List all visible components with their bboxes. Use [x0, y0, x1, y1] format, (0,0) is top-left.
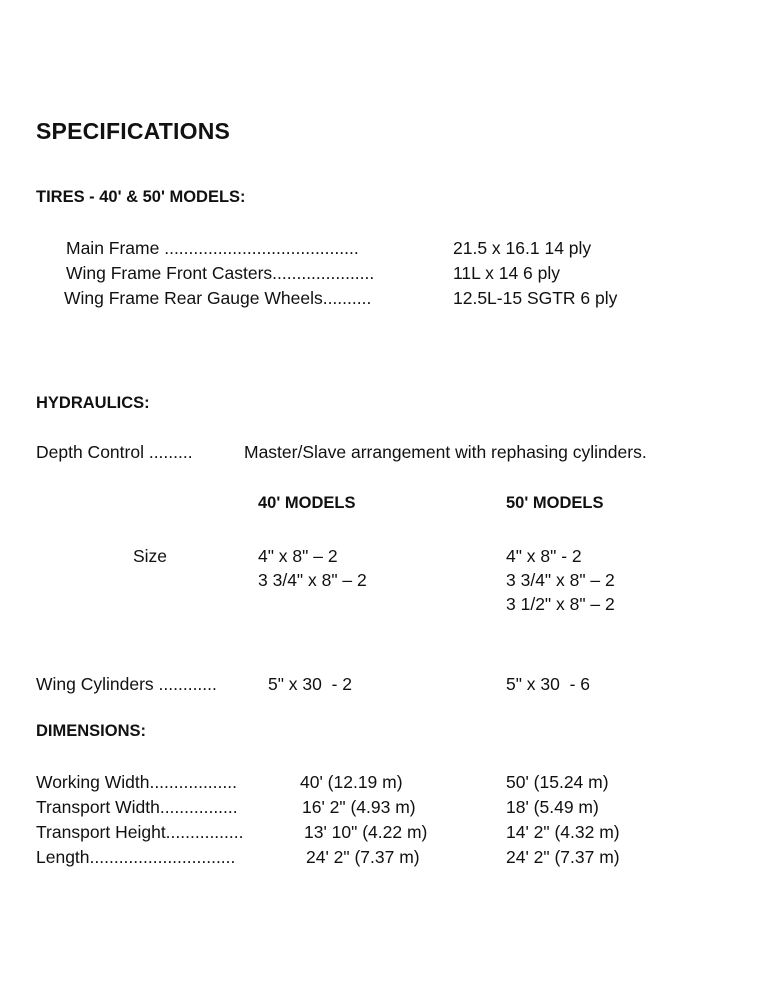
size-50-line: 3 1/2" x 8" – 2 — [506, 594, 615, 614]
dimension-label-transport-height: Transport Height................ — [36, 822, 244, 842]
dimension-label-transport-width: Transport Width................ — [36, 797, 238, 817]
depth-control-label: Depth Control ......... — [36, 442, 193, 462]
dimension-50-working-width: 50' (15.24 m) — [506, 772, 609, 792]
dimension-40-length: 24' 2" (7.37 m) — [306, 847, 420, 867]
dimension-50-length: 24' 2" (7.37 m) — [506, 847, 620, 867]
tire-value-main-frame: 21.5 x 16.1 14 ply — [453, 238, 592, 258]
dimensions-heading: DIMENSIONS: — [36, 722, 147, 740]
page-title: SPECIFICATIONS — [36, 118, 231, 144]
tire-label-main-frame: Main Frame ........................................ — [66, 238, 359, 258]
dimension-40-transport-width: 16' 2" (4.93 m) — [302, 797, 416, 817]
size-50-line: 4" x 8" - 2 — [506, 546, 582, 566]
size-label: Size — [133, 546, 168, 566]
dimension-50-transport-height: 14' 2" (4.32 m) — [506, 822, 620, 842]
column-header-40: 40' MODELS — [258, 494, 356, 512]
size-40-line: 3 3/4" x 8" – 2 — [258, 570, 367, 590]
dimension-40-transport-height: 13' 10" (4.22 m) — [304, 822, 428, 842]
depth-control-value: Master/Slave arrangement with rephasing cylinders. — [244, 442, 647, 462]
tire-value-front-casters: 11L x 14 6 ply — [453, 263, 561, 283]
tire-value-rear-gauge-wheels: 12.5L-15 SGTR 6 ply — [453, 288, 618, 308]
tires-heading: TIRES - 40' & 50' MODELS: — [36, 188, 246, 206]
wing-cylinders-40: 5" x 30 - 2 — [268, 674, 353, 694]
dimension-50-transport-width: 18' (5.49 m) — [506, 797, 599, 817]
dimension-label-length: Length.............................. — [36, 847, 236, 867]
tire-label-rear-gauge-wheels: Wing Frame Rear Gauge Wheels.......... — [64, 288, 372, 308]
size-50-line: 3 3/4" x 8" – 2 — [506, 570, 615, 590]
dimension-40-working-width: 40' (12.19 m) — [300, 772, 403, 792]
tire-label-front-casters: Wing Frame Front Casters..................... — [66, 263, 375, 283]
column-header-50: 50' MODELS — [506, 494, 604, 512]
wing-cylinders-50: 5" x 30 - 6 — [506, 674, 591, 694]
hydraulics-heading: HYDRAULICS: — [36, 394, 150, 412]
dimension-label-working-width: Working Width.................. — [36, 772, 237, 792]
wing-cylinders-label: Wing Cylinders ............ — [36, 674, 217, 694]
size-40-line: 4" x 8" – 2 — [258, 546, 338, 566]
